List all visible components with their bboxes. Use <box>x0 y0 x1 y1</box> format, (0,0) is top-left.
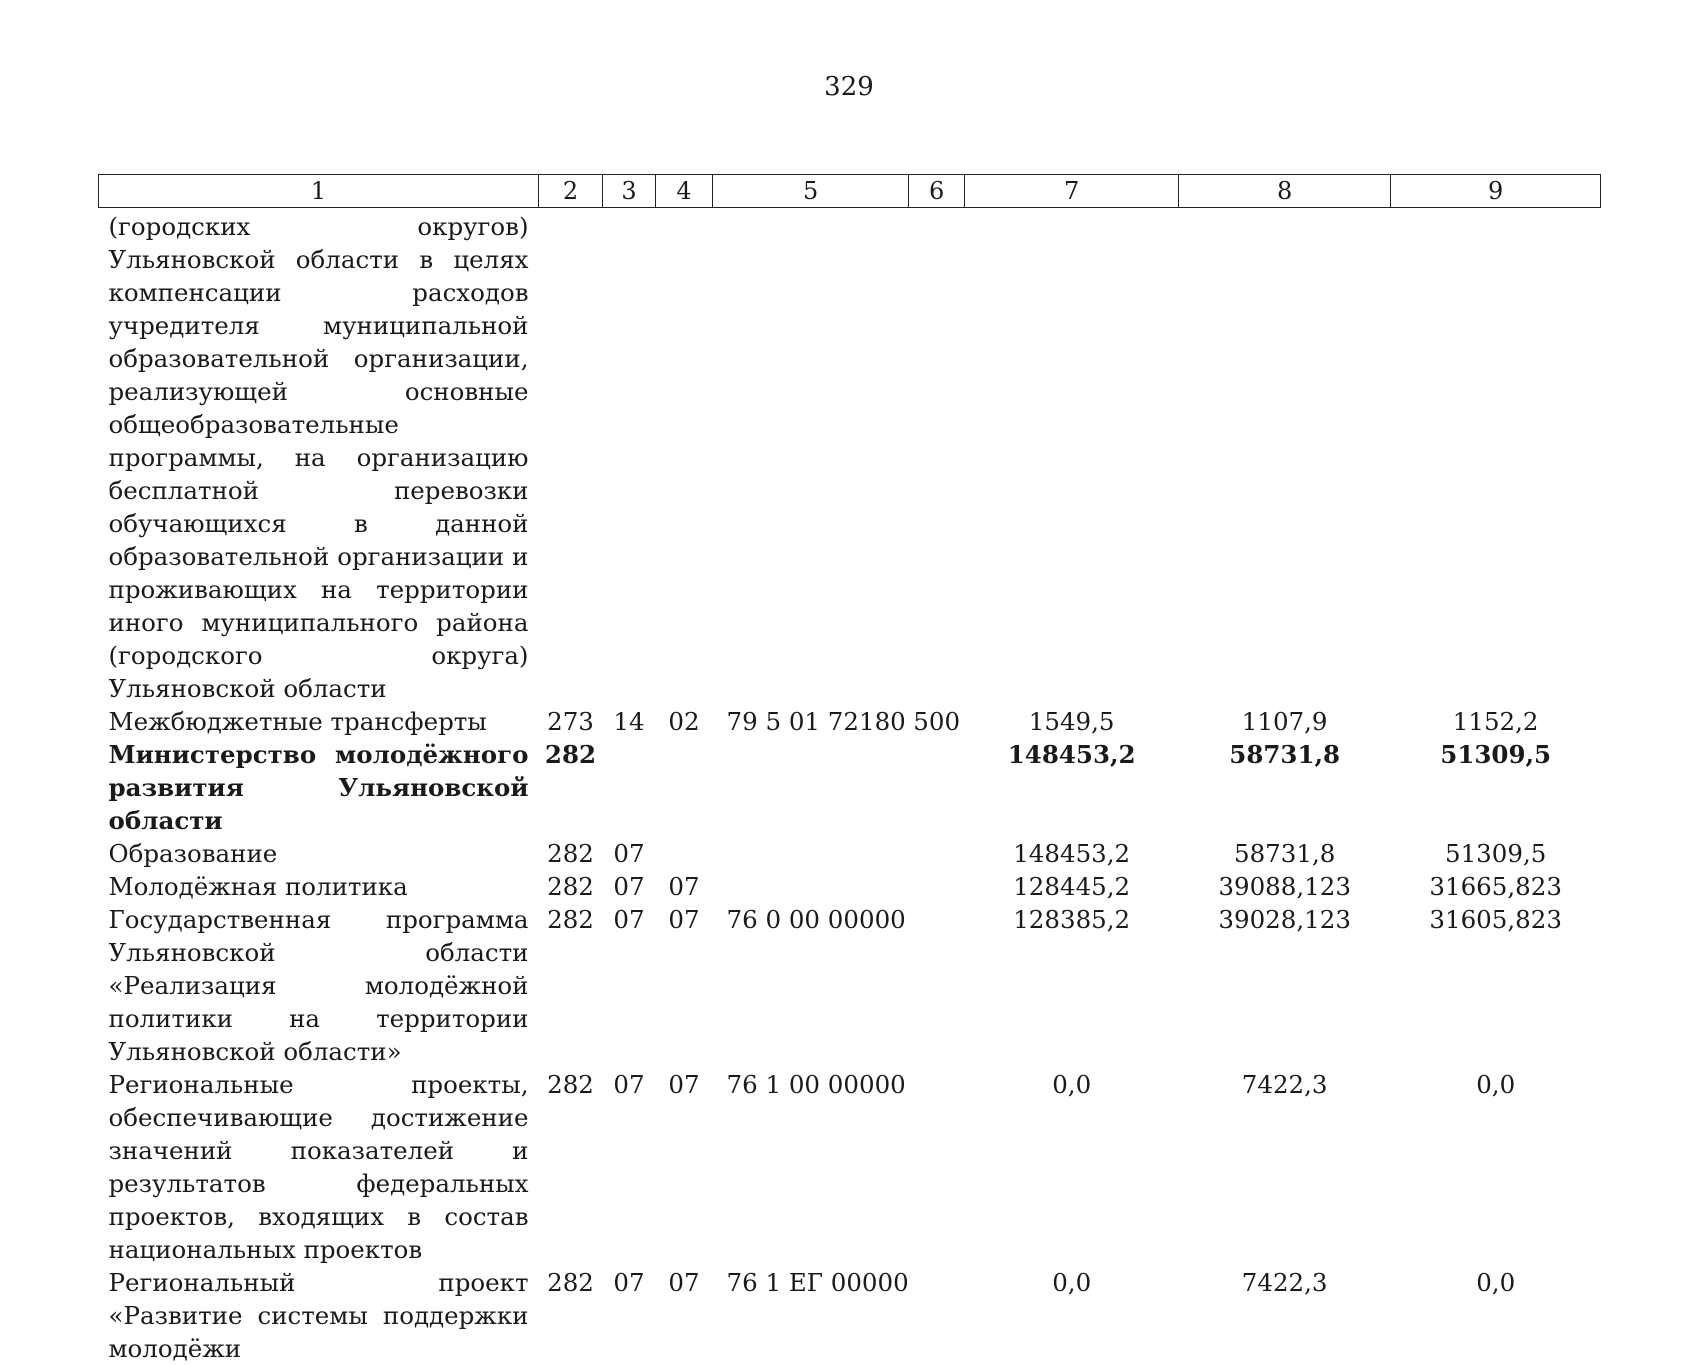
row-code-pr: 07 <box>656 1068 713 1266</box>
row-amount-9: 31665,823 <box>1391 870 1601 903</box>
budget-table <box>98 174 1601 1365</box>
row-code-csr <box>713 738 909 837</box>
header-col-1: 1 <box>99 175 539 208</box>
row-code-vr: 500 <box>909 705 965 738</box>
row-code-pr: 02 <box>656 705 713 738</box>
row-code-csr: 76 1 00 00000 <box>713 1068 909 1266</box>
row-amount-8: 39028,123 <box>1179 903 1391 1068</box>
row-amount-7: 128445,2 <box>965 870 1179 903</box>
page-number: 329 <box>0 72 1698 102</box>
header-col-5: 5 <box>713 175 909 208</box>
row-amount-9: 31605,823 <box>1391 903 1601 1068</box>
row-code-gr: 282 <box>539 1266 603 1365</box>
row-amount-9: 51309,5 <box>1391 738 1601 837</box>
row-name: Региональный проект «Развитие системы поддержки молодёжи <box>99 1266 539 1365</box>
header-col-8: 8 <box>1179 175 1391 208</box>
row-amount-8: 1107,9 <box>1179 705 1391 738</box>
table-row <box>99 705 1601 738</box>
row-code-csr: 76 0 00 00000 <box>713 903 909 1068</box>
row-amount-9: 0,0 <box>1391 1068 1601 1266</box>
row-amount-8: 7422,3 <box>1179 1068 1391 1266</box>
row-code-rz: 07 <box>603 903 656 1068</box>
row-code-csr: 76 1 ЕГ 00000 <box>713 1266 909 1365</box>
row-code-pr <box>656 738 713 837</box>
row-amount-7: 1549,5 <box>965 705 1179 738</box>
row-amount-9: 1152,2 <box>1391 705 1601 738</box>
row-code-vr <box>909 208 965 706</box>
row-amount-7: 0,0 <box>965 1266 1179 1365</box>
row-code-gr <box>539 208 603 706</box>
row-code-gr: 282 <box>539 738 603 837</box>
header-col-7: 7 <box>965 175 1179 208</box>
table-row <box>99 208 1601 706</box>
row-code-vr <box>909 903 965 1068</box>
row-code-gr: 282 <box>539 870 603 903</box>
row-amount-9: 51309,5 <box>1391 837 1601 870</box>
row-name: (городских округов) Ульяновской области в целях компенсации расходов учредителя муниципальной образовательной организации, реализующей основные общеобразовательные программы, на организацию бесплатной перевозки обучающихся в данной образовательной организации и проживающих на территории иного муниципального района (городского округа) Ульяновской области <box>99 208 539 706</box>
row-name: Министерство молодёжного развития Ульяновской области <box>99 738 539 837</box>
table-row <box>99 738 1601 837</box>
row-amount-7: 148453,2 <box>965 738 1179 837</box>
header-row <box>99 175 1601 208</box>
row-code-rz: 07 <box>603 1068 656 1266</box>
row-code-rz: 07 <box>603 870 656 903</box>
row-amount-8: 58731,8 <box>1179 837 1391 870</box>
row-name: Государственная программа Ульяновской области «Реализация молодёжной политики на территории Ульяновской области» <box>99 903 539 1068</box>
header-col-6: 6 <box>909 175 965 208</box>
row-amount-7 <box>965 208 1179 706</box>
row-code-pr: 07 <box>656 903 713 1068</box>
row-amount-8 <box>1179 208 1391 706</box>
row-name: Образование <box>99 837 539 870</box>
row-code-vr <box>909 870 965 903</box>
table-row <box>99 1068 1601 1266</box>
row-code-gr: 282 <box>539 903 603 1068</box>
row-code-rz <box>603 208 656 706</box>
row-code-csr <box>713 208 909 706</box>
header-col-9: 9 <box>1391 175 1601 208</box>
table-header <box>99 175 1601 208</box>
row-name: Межбюджетные трансферты <box>99 705 539 738</box>
row-code-rz <box>603 738 656 837</box>
row-amount-8: 58731,8 <box>1179 738 1391 837</box>
header-col-2: 2 <box>539 175 603 208</box>
row-code-vr <box>909 837 965 870</box>
row-amount-8: 39088,123 <box>1179 870 1391 903</box>
table-row <box>99 1266 1601 1365</box>
row-amount-7: 0,0 <box>965 1068 1179 1266</box>
row-code-rz: 07 <box>603 1266 656 1365</box>
row-code-gr: 273 <box>539 705 603 738</box>
row-amount-8: 7422,3 <box>1179 1266 1391 1365</box>
row-amount-7: 128385,2 <box>965 903 1179 1068</box>
row-code-pr: 07 <box>656 1266 713 1365</box>
row-code-rz: 14 <box>603 705 656 738</box>
row-code-gr: 282 <box>539 837 603 870</box>
row-code-csr <box>713 837 909 870</box>
row-code-csr: 79 5 01 72180 <box>713 705 909 738</box>
table-body <box>99 208 1601 1365</box>
row-name: Молодёжная политика <box>99 870 539 903</box>
row-code-gr: 282 <box>539 1068 603 1266</box>
header-col-3: 3 <box>603 175 656 208</box>
row-amount-9 <box>1391 208 1601 706</box>
header-col-4: 4 <box>656 175 713 208</box>
row-amount-7: 148453,2 <box>965 837 1179 870</box>
row-code-pr <box>656 837 713 870</box>
table-row <box>99 870 1601 903</box>
table-row <box>99 837 1601 870</box>
table-row <box>99 903 1601 1068</box>
row-code-vr <box>909 738 965 837</box>
row-code-pr <box>656 208 713 706</box>
row-code-vr <box>909 1266 965 1365</box>
row-code-csr <box>713 870 909 903</box>
row-amount-9: 0,0 <box>1391 1266 1601 1365</box>
row-code-vr <box>909 1068 965 1266</box>
row-code-pr: 07 <box>656 870 713 903</box>
row-code-rz: 07 <box>603 837 656 870</box>
row-name: Региональные проекты, обеспечивающие достижение значений показателей и результатов федеральных проектов, входящих в состав национальных проектов <box>99 1068 539 1266</box>
